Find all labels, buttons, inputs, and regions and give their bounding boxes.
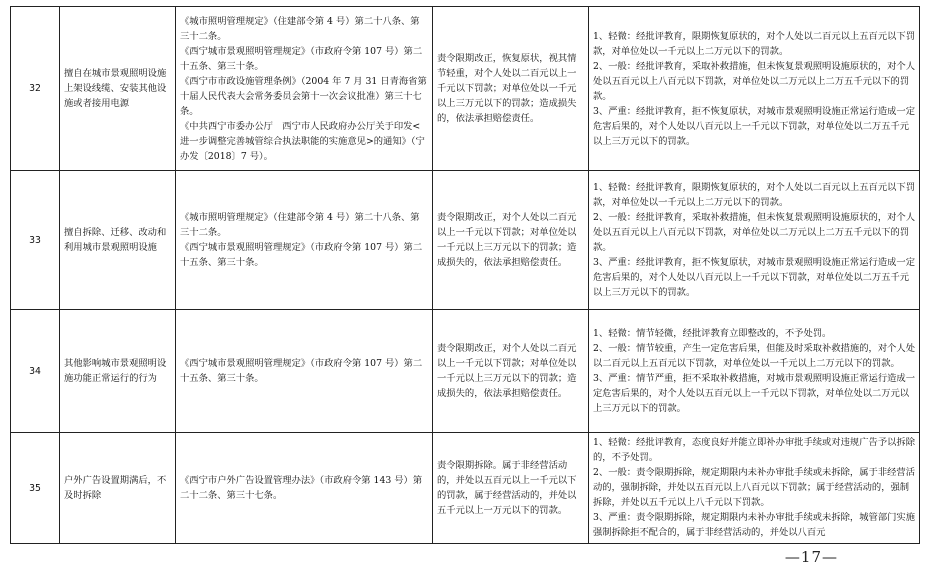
discretion-standard-cell: 1、轻微：经批评教育，限期恢复原状的，对个人处以二百元以上五百元以下罚款，对单位处以一千元以上二万元以下的罚款。 2、一般：经批评教育，采取补救措施，但未恢复景观照明设施原状的，对个人处以五百元以上八百元以下罚款，对单位处以二万元以上二万五千元以下的罚款。 3、严重：经批评教育，拒不恢复原状，对城市景观照明设施正常运行造成一定危害后果的，对个人处以八百元以上一千元以下罚款，对单位处以二万五千元以上三万元以下的罚款。 — [589, 7, 920, 171]
discretion-standard-cell: 1、轻微：情节轻微，经批评教育立即整改的，不予处罚。 2、一般：情节较重，产生一定危害后果，但能及时采取补救措施的，对个人处以二百元以上五百元以下罚款，对单位处以一千元以上二万元以下的罚款。 3、严重：情节严重，拒不采取补救措施，对城市景观照明设施正常运行造成一定危害后果的，对个人处以五百元以上一千元以下罚款，对单位处以二万元以上三万元以下的罚款。 — [589, 310, 920, 433]
penalty-standards-table — [10, 6, 920, 544]
legal-basis-cell: 《城市照明管理规定》（住建部令第 4 号）第二十八条、第三十二条。 《西宁城市景观照明管理规定》（市政府令第 107 号）第二十五条、第三十条。 — [176, 171, 433, 310]
legal-basis-cell: 《西宁市户外广告设置管理办法》（市政府令第 143 号）第二十二条、第三十七条。 — [176, 433, 433, 544]
penalty-provision-cell: 责令限期改正，对个人处以二百元以上一千元以下罚款；对单位处以一千元以上三万元以下的罚款；造成损失的，依法承担赔偿责任。 — [433, 310, 589, 433]
discretion-standard-cell: 1、轻微：经批评教育，限期恢复原状的，对个人处以二百元以上五百元以下罚款，对单位处以一千元以上二万元以下的罚款。 2、一般：经批评教育，采取补救措施，但未恢复景观照明设施原状的，对个人处以五百元以上八百元以下罚款，对单位处以二万元以上二万五千元以下的罚款。 3、严重：经批评教育，拒不恢复原状，对城市景观照明设施正常运行造成一定危害后果的，对个人处以八百元以上一千元以下罚款，对单位处以二万五千元以上三万元以下的罚款。 — [589, 171, 920, 310]
violation-act-cell: 户外广告设置期满后，不及时拆除 — [60, 433, 176, 544]
page-number: —17— — [784, 548, 838, 566]
legal-basis-cell: 《西宁城市景观照明管理规定》（市政府令第 107 号）第二十五条、第三十条。 — [176, 310, 433, 433]
legal-basis-cell: 《城市照明管理规定》（住建部令第 4 号）第二十八条、第三十二条。 《西宁城市景观照明管理规定》（市政府令第 107 号）第二十五条、第三十条。 《西宁市市政设施管理条例》（2004 年 7 月 31 日青海省第十届人民代表大会常务委员会第十一次会议批准）第三十七条。 《中共西宁市委办公厅 西宁市人民政府办公厅关于印发<进一步调整完善城管综合执法职能的实施意见>的通知》（宁办发〔2018〕7 号）。 — [176, 7, 433, 171]
row-number-cell: 32 — [11, 7, 60, 171]
penalty-provision-cell: 责令限期拆除。属于非经营活动的，并处以五百元以上一千元以下的罚款，属于经营活动的，并处以五千元以上一万元以下的罚款。 — [433, 433, 589, 544]
table-row — [11, 433, 920, 544]
violation-act-cell: 其他影响城市景观照明设施功能正常运行的行为 — [60, 310, 176, 433]
penalty-provision-cell: 责令限期改正，恢复原状，视其情节轻重，对个人处以二百元以上一千元以下罚款；对单位处以一千元以上三万元以下的罚款；造成损失的，依法承担赔偿责任。 — [433, 7, 589, 171]
row-number-cell: 34 — [11, 310, 60, 433]
table-row — [11, 310, 920, 433]
row-number-cell: 35 — [11, 433, 60, 544]
discretion-standard-cell — [589, 433, 920, 544]
violation-act-cell: 擅自拆除、迁移、改动和利用城市景观照明设施 — [60, 171, 176, 310]
violation-act-cell: 擅自在城市景观照明设施上架设线缆、安装其他设施或者接用电源 — [60, 7, 176, 171]
table-row — [11, 171, 920, 310]
penalty-provision-cell: 责令限期改正，对个人处以二百元以上一千元以下罚款；对单位处以一千元以上三万元以下的罚款；造成损失的，依法承担赔偿责任。 — [433, 171, 589, 310]
row-number-cell: 33 — [11, 171, 60, 310]
table-row — [11, 7, 920, 171]
discretion-standard-text: 1、轻微：经批评教育，态度良好并能立即补办审批手续或对违规广告予以拆除的，不予处罚。 2、一般：责令限期拆除，规定期限内未补办审批手续或未拆除，属于非经营活动的，强制拆除，并处以五百元以上八百元以下罚款；属于经营活动的，强制拆除，并处以五千元以上八千元以下罚款。 3、严重：责令限期拆除，规定期限内未补办审批手续或未拆除，城管部门实施强制拆除拒不配合的，属于非经营活动的，并处以八百元 — [593, 437, 915, 538]
